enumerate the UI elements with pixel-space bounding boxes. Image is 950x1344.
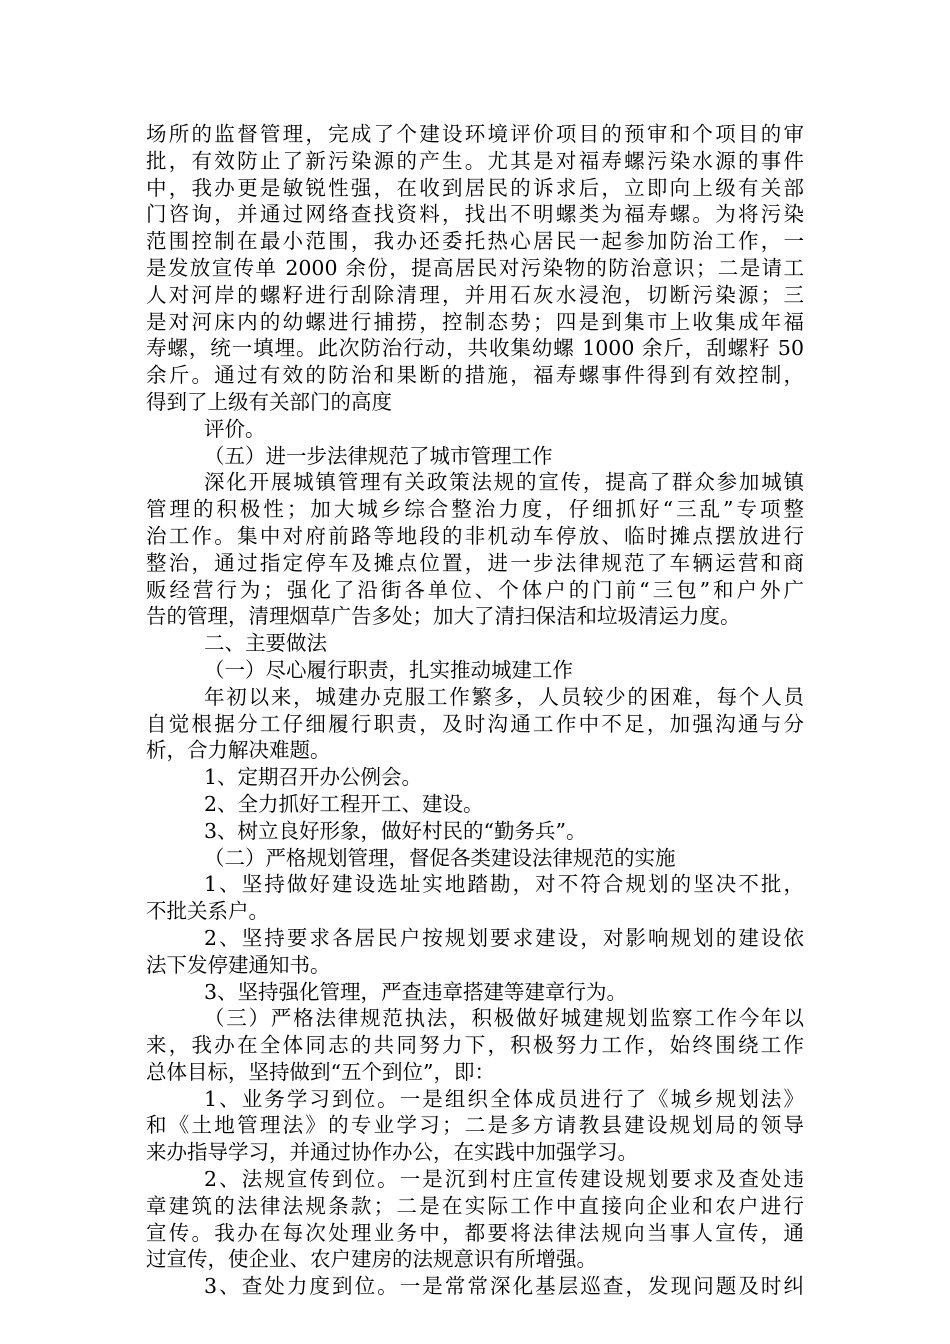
text-line: 2、全力抓好工程开工、建设。 bbox=[204, 791, 484, 816]
text-line: 治工作。集中对府前路等地段的非机动车停放、临时摊点摆放进行 bbox=[146, 523, 804, 548]
text-line: 3、坚持强化管理，严查违章搭建等建章行为。 bbox=[204, 979, 628, 1004]
text-line: 贩经营行为；强化了沿街各单位、个体户的门前“三包”和户外广 bbox=[146, 577, 804, 602]
text-line: （五）进一步法律规范了城市管理工作 bbox=[204, 443, 553, 468]
text-line: 1、业务学习到位。一是组织全体成员进行了《城乡规划法》 bbox=[204, 1086, 804, 1111]
text-line: 整治，通过指定停车及摊点位置，进一步法律规范了车辆运营和商 bbox=[146, 550, 804, 575]
text-line: 1、定期召开办公例会。 bbox=[204, 765, 423, 790]
text-line: 告的管理，清理烟草广告多处；加大了清扫保洁和垃圾清运力度。 bbox=[146, 604, 741, 629]
text-line: 章建筑的法律法规条款；二是在实际工作中直接向企业和农户进行 bbox=[146, 1193, 804, 1218]
text-line: 门咨询，并通过网络查找资料，找出不明螺类为福寿螺。为将污染 bbox=[146, 202, 804, 227]
text-line: 析，合力解决难题。 bbox=[146, 738, 331, 763]
text-line: 管理的积极性；加大城乡综合整治力度，仔细抓好“三乱”专项整 bbox=[146, 497, 804, 522]
text-line: 批，有效防止了新污染源的产生。尤其是对福寿螺污染水源的事件 bbox=[146, 148, 804, 173]
text-line: 得到了上级有关部门的高度 bbox=[146, 389, 392, 414]
text-line: 来办指导学习，并通过协作办公，在实践中加强学习。 bbox=[146, 1140, 638, 1165]
text-line: 范围控制在最小范围，我办还委托热心居民一起参加防治工作，一 bbox=[146, 229, 804, 254]
text-line: 不批关系户。 bbox=[146, 899, 269, 924]
text-line: 1、坚持做好建设选址实地踏勘，对不符合规划的坚决不批， bbox=[204, 872, 804, 897]
text-line: 自觉根据分工仔细履行职责，及时沟通工作中不足，加强沟通与分 bbox=[146, 711, 804, 736]
document-page bbox=[146, 121, 804, 1300]
text-line: （三）严格法律规范执法，积极做好城建规划监察工作今年以 bbox=[204, 1006, 804, 1031]
text-line: 场所的监督管理，完成了个建设环境评价项目的预审和个项目的审 bbox=[146, 122, 804, 146]
text-line: 是对河床内的幼螺进行捕捞，控制态势；四是到集市上收集成年福 bbox=[146, 309, 804, 334]
text-line: 年初以来，城建办克服工作繁多，人员较少的困难，每个人员 bbox=[204, 684, 804, 709]
text-line: 寿螺，统一填埋。此次防治行动，共收集幼螺 1000 余斤，刮螺籽 50 bbox=[146, 336, 804, 361]
text-line: （二）严格规划管理，督促各类建设法律规范的实施 bbox=[204, 845, 676, 870]
text-line: 过宣传，使企业、农户建房的法规意识有所增强。 bbox=[146, 1247, 597, 1272]
text-line: 人对河岸的螺籽进行刮除清理，并用石灰水浸泡，切断污染源；三 bbox=[146, 282, 804, 307]
text-line: 评价。 bbox=[204, 416, 266, 441]
text-line: 和《土地管理法》的专业学习；二是多方请教县建设规划局的领导 bbox=[146, 1113, 804, 1138]
text-line: 来，我办在全体同志的共同努力下，积极努力工作，始终围绕工作 bbox=[146, 1033, 804, 1058]
text-line: 法下发停建通知书。 bbox=[146, 952, 331, 977]
text-line: 二、主要做法 bbox=[204, 631, 327, 656]
text-line: 2、坚持要求各居民户按规划要求建设，对影响规划的建设依 bbox=[204, 925, 804, 950]
text-line: 深化开展城镇管理有关政策法规的宣传，提高了群众参加城镇 bbox=[204, 470, 804, 495]
text-line: 中，我办更是敏锐性强，在收到居民的诉求后，立即向上级有关部 bbox=[146, 175, 804, 200]
text-line: 2、法规宣传到位。一是沉到村庄宣传建设规划要求及查处违 bbox=[204, 1167, 804, 1192]
text-line: （一）尽心履行职责，扎实推动城建工作 bbox=[204, 657, 573, 682]
text-line: 总体目标，坚持做到“五个到位”，即： bbox=[146, 1059, 495, 1084]
text-line: 宣传。我办在每次处理业务中，都要将法律法规向当事人宣传，通 bbox=[146, 1220, 804, 1245]
text-line: 是发放宣传单 2000 余份，提高居民对污染物的防治意识；二是请工 bbox=[146, 255, 804, 280]
text-line: 余斤。通过有效的防治和果断的措施，福寿螺事件得到有效控制， bbox=[146, 363, 804, 388]
text-line: 3、树立良好形象，做好村民的“勤务兵”。 bbox=[204, 818, 587, 843]
text-line: 3、查处力度到位。一是常常深化基层巡查，发现问题及时纠 bbox=[204, 1274, 804, 1299]
